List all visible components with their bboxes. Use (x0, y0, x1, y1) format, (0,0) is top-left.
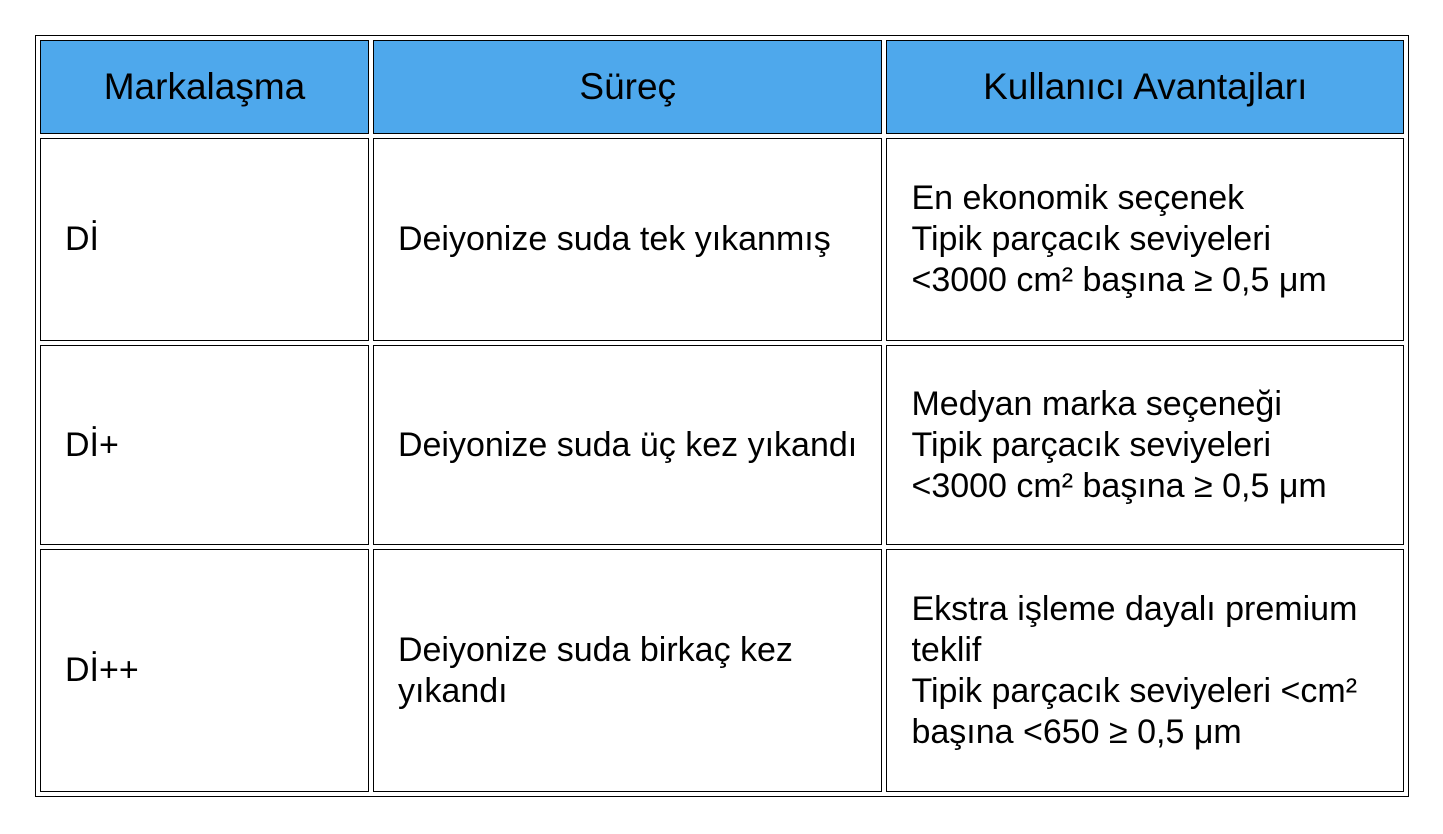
benefit-line: Tipik parçacık seviyeleri (911, 220, 1272, 258)
header-row (40, 40, 1404, 134)
brand-cell: Dİ+ (40, 345, 369, 545)
benefits-cell (886, 138, 1404, 341)
data-table (35, 35, 1409, 797)
benefit-line: <3000 cm² başına ≥ 0,5 μm (911, 261, 1327, 299)
benefit-line: Medyan marka seçeneği (911, 384, 1282, 423)
table-row (40, 138, 1404, 341)
benefit-line: En ekonomik seçenek (911, 179, 1245, 217)
table-row (40, 345, 1404, 545)
column-header-benefits: Kullanıcı Avantajları (886, 40, 1404, 134)
benefits-cell (886, 345, 1404, 545)
brand-cell: Dİ++ (40, 549, 369, 792)
brand-cell: Dİ (40, 138, 369, 341)
column-header-process: Süreç (373, 40, 883, 134)
benefit-line: <3000 cm² başına ≥ 0,5 μm (911, 466, 1327, 505)
benefit-line: Tipik parçacık seviyeleri (911, 425, 1272, 464)
process-cell: Deiyonize suda üç kez yıkandı (373, 345, 883, 545)
table-row (40, 549, 1404, 792)
benefit-line: Tipik parçacık seviyeleri <cm² başına <650 ≥ 0,5 μm (911, 671, 1358, 751)
column-header-brand: Markalaşma (40, 40, 369, 134)
process-cell: Deiyonize suda tek yıkanmış (373, 138, 883, 341)
process-cell: Deiyonize suda birkaç kez yıkandı (373, 549, 883, 792)
benefit-line: Ekstra işleme dayalı premium teklif (911, 589, 1358, 669)
benefits-cell (886, 549, 1404, 792)
